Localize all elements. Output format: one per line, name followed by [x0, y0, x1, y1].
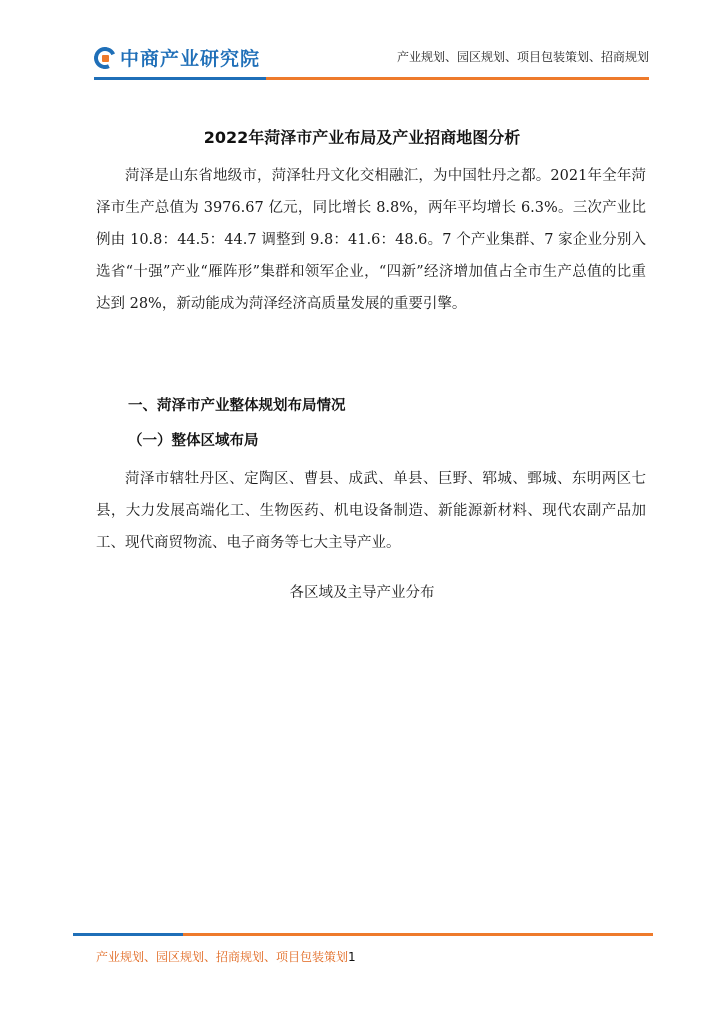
page-number: 1 [348, 950, 356, 964]
figure-caption: 各区域及主导产业分布 [289, 585, 435, 601]
footer-services-text: 产业规划、园区规划、招商规划、项目包装策划 [96, 950, 349, 964]
header-divider-blue [94, 77, 266, 80]
region-paragraph: 菏泽市辖牡丹区、定陶区、曹县、成武、单县、巨野、郓城、鄄城、东明两区七县，大力发展高端化工、生物医药、机电设备制造、新能源新材料、现代农副产品加工、现代商贸物流、电子商务等七大主导产业。 [96, 471, 646, 551]
page-footer [96, 948, 356, 965]
intro-paragraph: 菏泽是山东省地级市，菏泽牡丹文化交相融汇，为中国牡丹之都。2021年全年菏泽市生产总值为 3976.67 亿元，同比增长 8.8%，两年平均增长 6.3%。三次产业比例由 10.8：44.5：44.7 调整到 9.8：41.6：48.6。7 个产业集群、7 家企业分别入选省“十强”产业“雁阵形”集群和领军企业，“四新”经济增加值占全市生产总值的比重达到 28%，新动能成为菏泽经济高质量发展的重要引擎。 [96, 168, 646, 312]
zhongshang-logo-icon [94, 47, 116, 69]
footer-divider-blue [73, 933, 183, 936]
brand-logo-text: 中商产业研究院 [120, 48, 261, 70]
subsection-heading: （一）整体区域布局 [128, 433, 259, 449]
header-tagline: 产业规划、园区规划、项目包装策划、招商规划 [396, 50, 649, 64]
page-header [0, 0, 724, 90]
footer-divider-orange [183, 933, 653, 936]
brand-logo [94, 44, 260, 71]
section-heading: 一、菏泽市产业整体规划布局情况 [128, 398, 346, 414]
header-divider-orange [266, 77, 649, 80]
document-title: 2022年菏泽市产业布局及产业招商地图分析 [203, 128, 521, 147]
